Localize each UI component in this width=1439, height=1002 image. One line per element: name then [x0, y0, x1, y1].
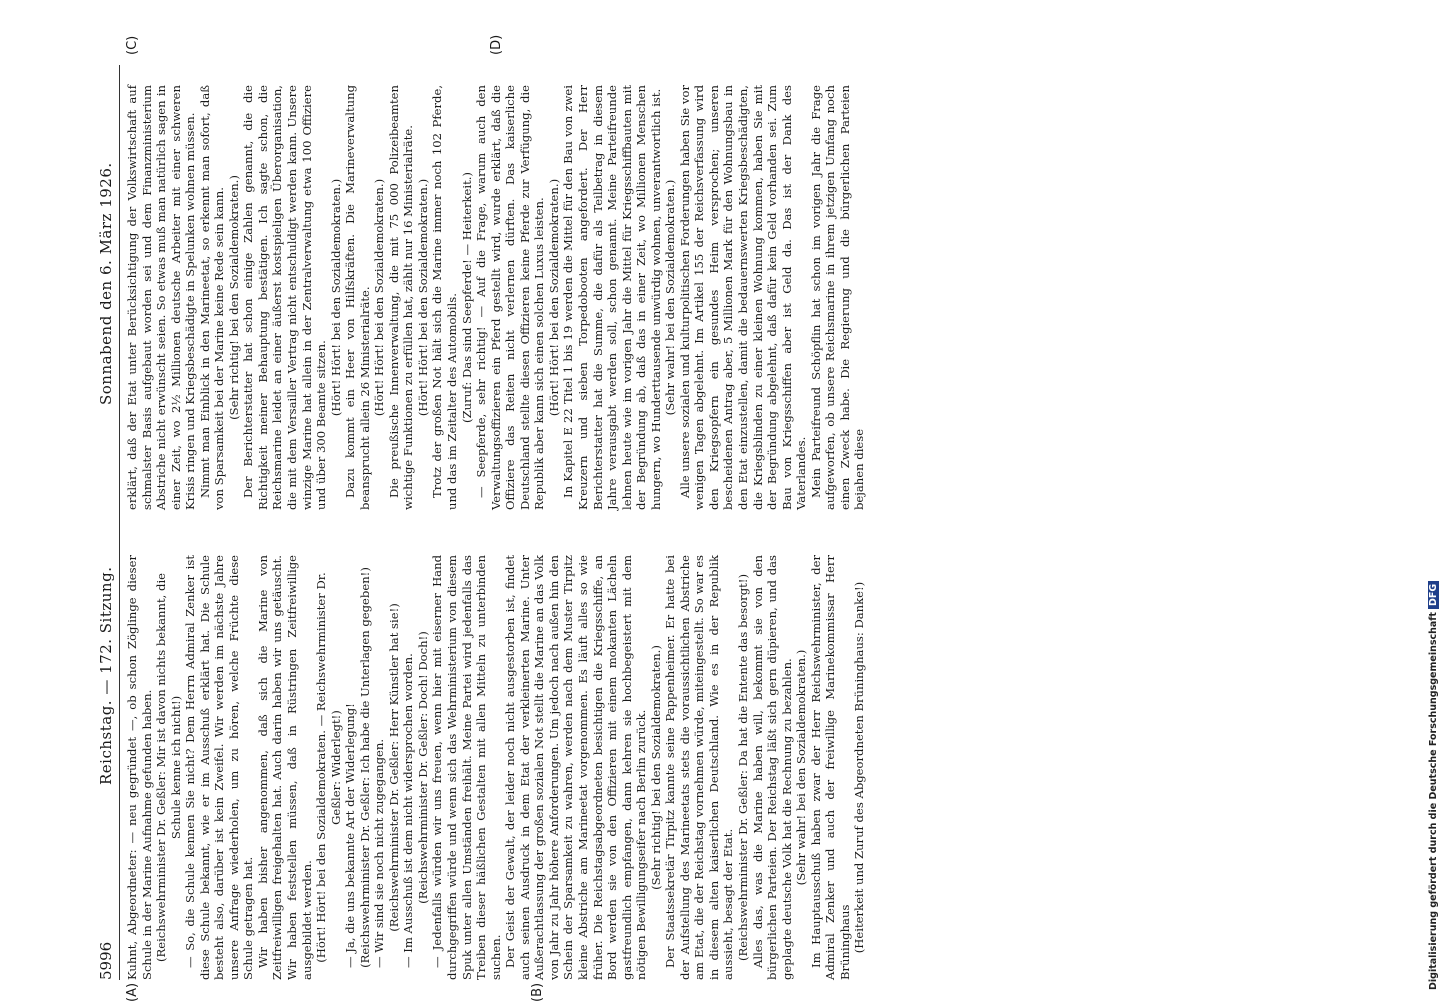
interjection: (Sehr richtig! bei den Sozialdemokraten.) — [648, 645, 663, 890]
margin-marker-b: (B) — [530, 982, 545, 1002]
paragraph: Der Berichterstatter hat schon einige Zahlen genannt, die die Richtigkeit meiner Behauptung bestätigen. Ich sagte schon, die Reichsmarine leidet an einer äußerst kostspieligen Überorganisation, die mit dem Versailler Vertrag nicht entschuldigt werden kann. Unsere winzige Marine hat allein in der Zentralverwaltung etwa 100 Offiziere und über 300 Beamte sitzen. — [241, 85, 329, 510]
interjection: (Hört! Hört! bei den Sozialdemokraten.) — [328, 178, 343, 417]
digitization-note — [1428, 581, 1439, 990]
paragraph: Kuhnt, Abgeordneter: — neu gegründet —, ob schon Zöglinge dieser Schule in der Marine Aufnahme gefunden haben. — [125, 555, 154, 980]
interjection: (Reichswehrminister Dr. Geßler: Doch! Doch!) — [415, 631, 430, 904]
paragraph: Dazu kommt ein Heer von Hilfskräften. Die Marineverwaltung beansprucht allein 26 Ministerialräte. — [343, 85, 372, 510]
left-text-column — [125, 555, 867, 980]
paragraph: erklärt, daß der Etat unter Berücksichtigung der Volkswirtschaft auf schmalster Basis aufgebaut worden sei und dem Finanzministerium Abstriche nicht erwünscht seien. So etwas muß man natürlich sagen in einer Zeit, wo 2½ Millionen deutsche Arbeiter mit einer schweren Krisis ringen und Kriegsbeschädigte in Spelunken wohnen müssen. — [125, 85, 198, 510]
paragraph: — Seepferde, sehr richtig! — Auf die Frage, warum auch den Verwaltungsoffizieren ein Pferd gestellt wird, wurde erklärt, daß die Offiziere das Reiten nicht verlernen dürften. Das kaiserliche Deutschland stellte diesen Offizieren keine Pferde zur Verfügung, die Republik aber kann sich einen solchen Luxus leisten. — [474, 85, 547, 510]
paragraph: Alle unsere sozialen und kulturpolitischen Forderungen haben Sie vor wenigen Tagen abgelehnt. Im Artikel 155 der Reichsverfassung wird den Kriegsopfern ein gesundes Heim versprochen; unseren bescheidenen Antrag aber, 5 Millionen Mark für den Wohnungsbau in den Etat einzustellen, damit die bedauernswerten Kriegsbeschädigten, die Kriegsblinden zu einer kleinen Wohnung kommen, haben Sie mit der Begründung abgelehnt, daß dafür kein Geld vorhanden sei. Zum Bau von Kriegsschiffen aber ist Geld da. Das ist der Dank des Vaterlandes. — [677, 85, 809, 510]
paragraph: — Ja, die uns bekannte Art der Widerlegung! — [343, 703, 358, 968]
paragraph: Der Geist der Gewalt, der leider noch nicht ausgestorben ist, findet auch seinen Ausdruck in dem Etat der verkleinerten Marine. Unter Außerachtlassung der großen sozialen Not stellt die Marine an das Volk von Jahr zu Jahr höhere Anforderungen. Um jedoch nach außen hin den Schein der Sparsamkeit zu wahren, werden nach dem Muster Tirpitz kleine Abstriche am Marineetat vorgenommen. Es läuft alles so wie früher. Die Reichstagsabgeordneten besichtigen die Kriegsschiffe, an Bord werden sie von den Offizieren mit einem mokanten Lächeln gastfreundlich empfangen, dann kehren sie hochbegeistert mit dem nötigen Bewilligungseifer nach Berlin zurück. — [503, 555, 649, 980]
paragraph: Mein Parteifreund Schöpflin hat schon im vorigen Jahr die Frage aufgeworfen, ob unsere Reichsmarine in ihrem jetzigen Umfang noch einen Zweck habe. Die Regierung und die bürgerlichen Parteien bejahen diese — [808, 85, 867, 510]
paragraph: Nimmt man Einblick in den Marineetat, so erkennt man sofort, daß von Sparsamkeit bei der Marine keine Rede sein kann. — [197, 85, 227, 510]
margin-marker-d: (D) — [489, 34, 504, 55]
left-running-title: Reichstag. — 172. Sitzung. — [97, 566, 115, 785]
interjection: (Reichswehrminister Dr. Geßler: Ich habe die Unterlagen gegeben!) — [357, 567, 372, 968]
paragraph: — Jedenfalls würden wir uns freuen, wenn hier mit eiserner Hand durchgegriffen würde und wenn sich das Wehrministerium von diesem Spuk unter allen Umständen freihält. Meine Partei wird jedenfalls das Treiben dieser häßlichen Gestalten mit allen Mitteln zu unterbinden suchen. — [430, 555, 503, 980]
header-rule — [119, 65, 120, 980]
interjection: (Hört! Hört! bei den Sozialdemokraten.) — [415, 178, 430, 417]
interjection: (Hört! Hört! bei den Sozialdemokraten.) — [372, 178, 387, 417]
margin-marker-a: (A) — [125, 982, 140, 1002]
interjection: (Sehr wahr! bei den Sozialdemokraten.) — [794, 649, 809, 886]
interjection: (Hört! Hört! bei den Sozialdemokraten. — Reichswehrminister Dr. Geßler: Widerlegt!) — [314, 572, 343, 963]
paragraph: Die preußische Innenverwaltung, die mit 75 000 Polizeibeamten wichtige Funktionen zu erfüllen hat, zählt nur 16 Ministerialräte. — [386, 85, 416, 510]
paragraph: Der Staatssekretär Tirpitz kannte seine Pappenheimer. Er hatte bei der Aufstellung des Marineetats stets die voraussichtlichen Abstriche am Etat, die der Reichstag vornehmen würde, miteingestellt. So war es in diesem alten kaiserlichen Deutschland. Wie es in der Republik aussieht, besagt der Etat. — [663, 555, 736, 980]
right-running-title: Sonnabend den 6. März 1926. — [97, 162, 115, 405]
paragraph: Im Hauptausschuß haben zwar der Herr Reichswehrminister, der Admiral Zenker und auch der freiwillige Marinekommissar Herr Brüninghaus — [808, 555, 852, 980]
interjection: (Zuruf: Das sind Seepferde! — Heiterkeit.) — [459, 172, 474, 423]
page-number: 5996 — [97, 941, 115, 980]
interjection: (Reichswehrminister Dr. Geßler: Mir ist davon nichts bekannt, die Schule kenne ich nicht!) — [154, 572, 183, 963]
interjection: (Reichswehrminister Dr. Geßler: Herr Künstler hat sie!) — [386, 603, 401, 932]
interjection: (Sehr wahr! bei den Sozialdemokraten.) — [663, 179, 678, 416]
paragraph: In Kapitel E 22 Titel 1 bis 19 werden die Mittel für den Bau von zwei Kreuzern und sieben Torpedobooten angefordert. Der Herr Berichterstatter hat die Summe, die dafür als Teilbetrag in diesem Jahre verausgabt werden soll, schon genannt. Meine Parteifreunde lehnen heute wie im vorigen Jahr die Mittel für Kriegsschiffbauten mit der Begründung ab, daß das in einer Zeit, wo Millionen Menschen hungern, wo Hunderttausende unwürdig wohnen, unverantwortlich ist. — [561, 85, 663, 510]
dfg-logo: DFG — [1428, 581, 1439, 609]
paragraph: — So, die Schule kennen Sie nicht? Dem Herrn Admiral Zenker ist diese Schule bekannt, wie er im Ausschuß erklärt hat. Die Schule besteht also, darüber ist kein Zweifel. Wir werden im nächste Jahre unsere Anfrage wiederholen, um zu hören, welche Früchte diese Schule getragen hat. — [183, 555, 256, 980]
paragraph: Wir haben bisher angenommen, daß sich die Marine von Zeitfreiwilligen freigehalten hat. Auch darin haben wir uns getäuscht. Wir haben feststellen müssen, daß in Rüstringen Zeitfreiwillige ausgebildet werden. — [255, 555, 314, 980]
paragraph: — Wir sind sie noch nicht zugegangen. — [372, 738, 387, 968]
document-page — [95, 34, 867, 1002]
paragraph: Trotz der großen Not hält sich die Marine immer noch 102 Pferde, und das im Zeitalter des Automobils. — [430, 85, 460, 510]
margin-marker-c: (C) — [125, 35, 140, 55]
digitization-note-text: Digitalisierung gefördert durch die Deutsche Forschungsgemeinschaft — [1428, 612, 1439, 990]
interjection: (Sehr richtig! bei den Sozialdemokraten.) — [226, 175, 241, 420]
running-header — [95, 65, 117, 980]
paragraph: Alles das, was die Marine haben will, bekommt sie von den bürgerlichen Parteien. Der Reichstag läßt sich gern düpieren, und das geplagte deutsche Volk hat die Rechnung zu bezahlen. — [750, 555, 794, 980]
interjection: (Reichswehrminister Dr. Geßler: Da hat die Entente das besorgt!) — [735, 574, 750, 962]
paragraph: — Im Ausschuß ist dem nicht widersprochen worden. — [401, 653, 416, 968]
right-text-column — [125, 85, 867, 510]
interjection: (Heiterkeit und Zuruf des Abgeordneten Brüninghaus: Danke!) — [852, 581, 867, 954]
interjection: (Hört! Hört! bei den Sozialdemokraten.) — [546, 178, 561, 417]
